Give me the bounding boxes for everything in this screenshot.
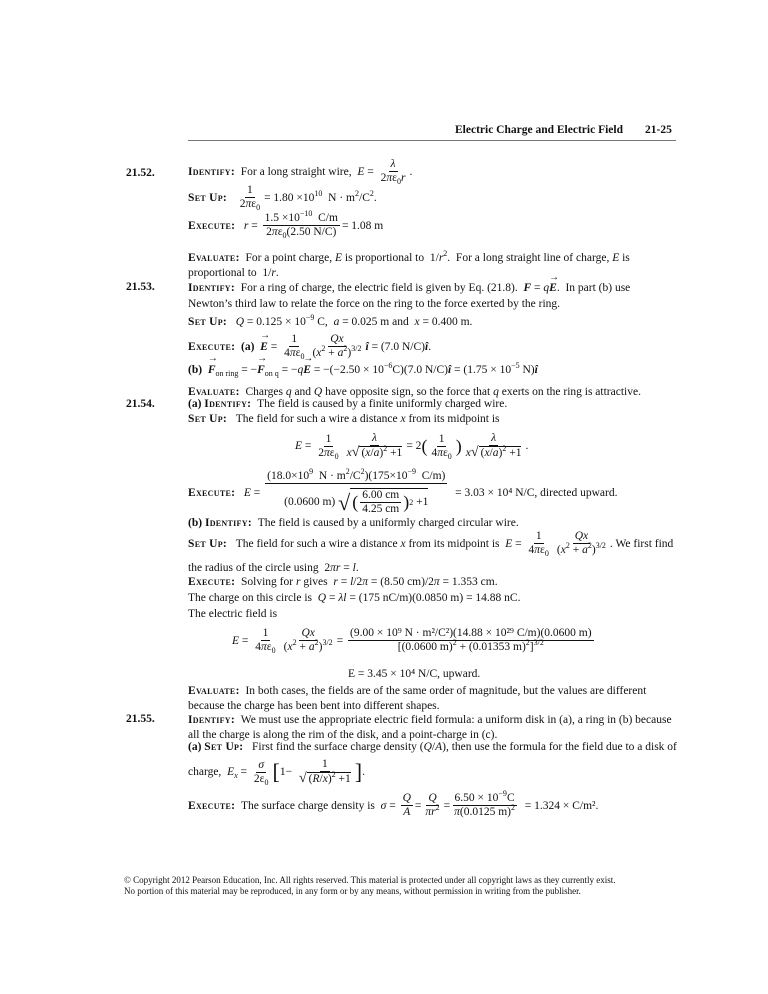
p52-setup: Set Up: $\frac{1}{2\pi\varepsilon_0}$ = $1.80 \times 10^{10}$ $N \cdot m^2/C^2$. bbox=[188, 184, 377, 212]
p54-b-execute: Execute: Solving for r gives r = l/2π = (8.50 cm)/2π = 1.353 cm. bbox=[188, 576, 498, 588]
setup-label: Set Up: bbox=[188, 191, 228, 204]
p54-b-charge: The charge on this circle is Q = λl = (175 nC/m)(0.0850 m) = 14.88 nC. bbox=[188, 592, 521, 604]
p54-b-identify: (b) Identify: The field is caused by a uniformly charged circular wire. bbox=[188, 517, 519, 529]
p54-b-setup-cont: the radius of the circle using 2πr = l. bbox=[188, 562, 359, 574]
p53-evaluate: Evaluate: Charges q and Q have opposite sign, so the force that q exerts on the ring is attractive. bbox=[188, 386, 641, 398]
page-number: 21-25 bbox=[645, 124, 672, 136]
p53-identify: Identify: For a ring of charge, the electric field is given by Eq. (21.8). F = q→ E. In part (b) use bbox=[188, 281, 678, 296]
problem-number-21-55: 21.55. bbox=[126, 713, 155, 725]
p52-identify-formula: $\frac{\lambda}{2\pi\varepsilon_0r}$ bbox=[380, 158, 406, 186]
problem-number-21-53: 21.53. bbox=[126, 281, 155, 293]
running-header-title: Electric Charge and Electric Field bbox=[455, 124, 623, 136]
problem-number-21-52: 21.52. bbox=[126, 167, 155, 179]
p53-setup: Set Up: $Q = 0.125 \times 10^{-9}$ C, a = 0.025 m and x = 0.400 m. bbox=[188, 313, 473, 328]
header-rule bbox=[188, 140, 676, 141]
copyright-line-1: © Copyright 2012 Pearson Education, Inc. All rights reserved. This material is protected under all copyright laws as they currently exist. bbox=[124, 875, 616, 885]
problem-number-21-54: 21.54. bbox=[126, 398, 155, 410]
p55-a-setup-formula: charge, $E_x$ = $\frac{\sigma}{2\varepsilon_0}$ [ 1− $\frac{1}{√ (R/x)^2 +1}$ ] . bbox=[188, 758, 365, 787]
p54-b-field-formula: E = $\frac{1}{4\pi\varepsilon_0}$ $\frac{Qx}{(x^2 + a^2)^{3/2}}$ = $\frac{\text{(9.00 × 10⁹ N · m²/C²)(14.88 × 10²⁹ C/m)(0.0600 m)}}{[(0.0600 m)^2 + (0.01353 m)^2]^{3/2}}$ bbox=[232, 627, 592, 655]
p54-a-identify: (a) Identify: The field is caused by a finite uniformly charged wire. bbox=[188, 398, 508, 410]
p55-a-setup: (a) Set Up: First find the surface charge density (Q/A), then use the formula for the field due to a disk of bbox=[188, 741, 677, 753]
p55-identify: Identify: We must use the appropriate electric field formula: a uniform disk in (a), a ring in (b) because all the charge is along the rim of the disk, and a point-charge in (c). bbox=[188, 714, 672, 741]
p53-execute-a: Execute: (a) → E = $\frac{1}{4\pi\varepsilon_0}$ $\frac{Qx}{(x^2 + a^2)^{3/2}}$ î = (7.0 N/C)î. bbox=[188, 333, 431, 360]
p54-a-setup-formula: E = $\frac{1}{2\pi\varepsilon_0}$ $\frac{\lambda}{x√ (x/a)^2 +1}$ = 2 ( $\frac{1}{4\pi\varepsilon_0}$ ) $\frac{\lambda}{x√ (x/a)^2 +1}$ . bbox=[295, 432, 529, 461]
p53-execute-b: $(b) \to F_{on ring}$ = −→ $F_{on q} = -q\to E = -(-2.50 \times 10^{-6}C)(7.0$ N/C)î = ($1.75 \times 10^{-5}$ N)î bbox=[188, 364, 538, 376]
identify-label: Identify: bbox=[188, 165, 236, 178]
p52-execute: Execute: r = $\frac{1.5 \times 10^{-10} C/m}{2\pi\varepsilon_0(2.50 N/C)}$ = 1.08 m bbox=[188, 209, 384, 240]
copyright-line-2: No portion of this material may be reproduced, in any form or by any means, without permission in writing from the publisher. bbox=[124, 886, 581, 896]
p54-b-setup: Set Up: The field for such a wire a distance x from its midpoint is E = $\frac{1}{4\pi\varepsilon_0}$ $\frac{Qx}{(x^2 + a^2)^{3/2}}$ . We first find bbox=[188, 530, 674, 558]
p52-evaluate: Evaluate: For a point charge, E is proportional to $1/r^2$. For a long straight line of charge, E is proportional to 1/r. bbox=[188, 249, 630, 279]
p54-evaluate: Evaluate: In both cases, the fields are of the same order of magnitude, but the values are different because the charge has been bent into different shapes. bbox=[188, 685, 647, 712]
p53-identify-cont: Newton’s third law to relate the force on the ring to the force exerted by the ring. bbox=[188, 298, 561, 310]
p54-a-setup: Set Up: The field for such a wire a distance x from its midpoint is bbox=[188, 413, 500, 425]
p55-execute: Execute: The surface charge density is σ = $\frac{Q}{A}$ = $\frac{Q}{\pi r^2}$ = $\frac{6.50 \times 10^{-9}C}{\pi(0.0125 m)^2}$ = 1.324 × C/m². bbox=[188, 789, 599, 818]
p54-a-execute: Execute: E = ($18.0\times 10^9$ $N \cdot m^2/C^2)(175\times 10^{-9}$ C/m) (0.0600 m) √ ( $\frac{6.00 cm}{4.25 cm}$ ) 2 +1 = 3.03 × 10⁴ N/C, directed upward. bbox=[188, 467, 618, 515]
p54-b-result: E = 3.45 × 10⁴ N/C, upward. bbox=[348, 668, 481, 680]
p52-identify: Identify: For a long straight wire, E = $\frac{\lambda}{2\pi\varepsilon_0r}$ . bbox=[188, 158, 413, 186]
execute-label: Execute: bbox=[188, 219, 236, 232]
p54-b-field-intro: The electric field is bbox=[188, 608, 278, 620]
